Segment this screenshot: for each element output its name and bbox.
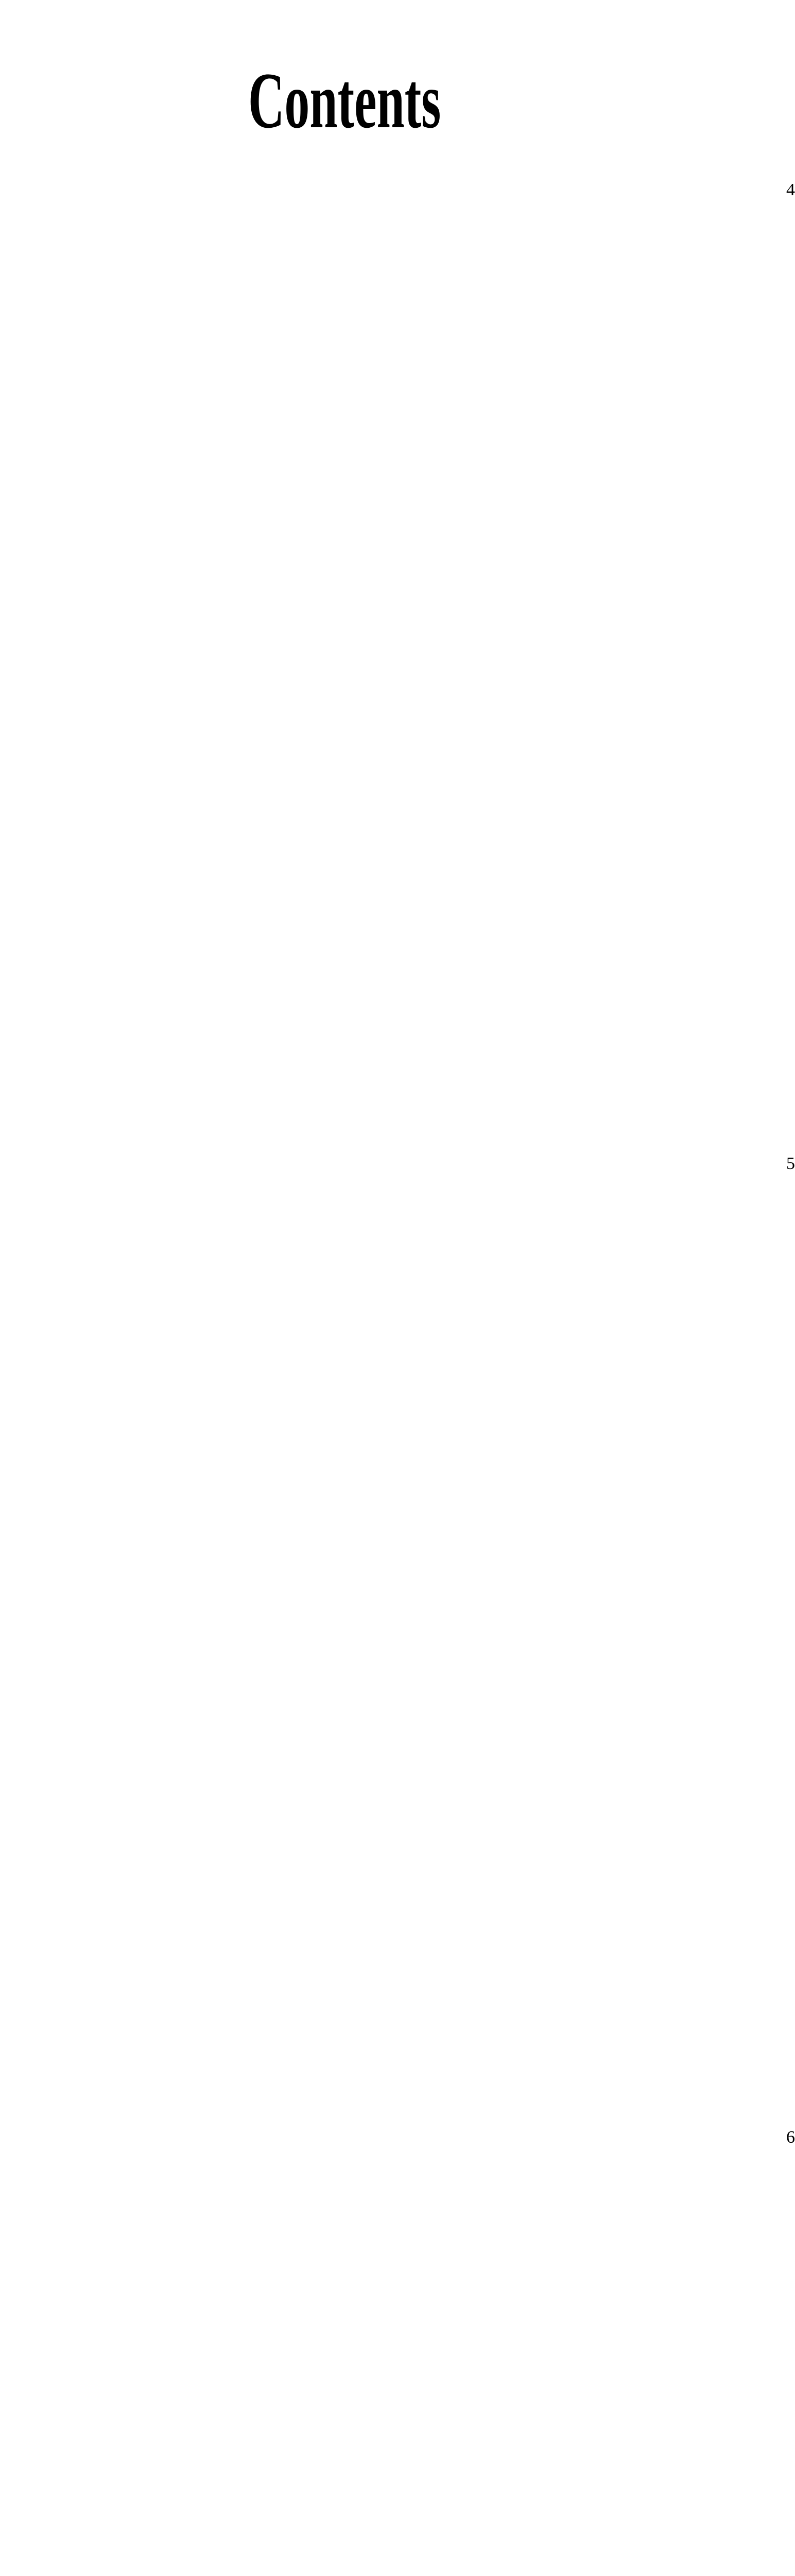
chapter-number: [75, 180, 106, 1154]
page-number: 6: [106, 2128, 795, 2576]
page-number: 5: [106, 1154, 795, 2128]
page-title: Contents: [248, 56, 441, 145]
chapter-number: [75, 1154, 106, 2128]
toc-entry: [75, 180, 795, 1154]
chapter-number: [75, 2128, 106, 2576]
toc-entry: [75, 1154, 795, 2128]
page-number: 4: [106, 180, 795, 1154]
toc-front-matter: [75, 180, 795, 2576]
table-of-contents: [75, 180, 795, 2576]
title-wrap: [0, 0, 689, 145]
toc-entry: [75, 2128, 795, 2576]
